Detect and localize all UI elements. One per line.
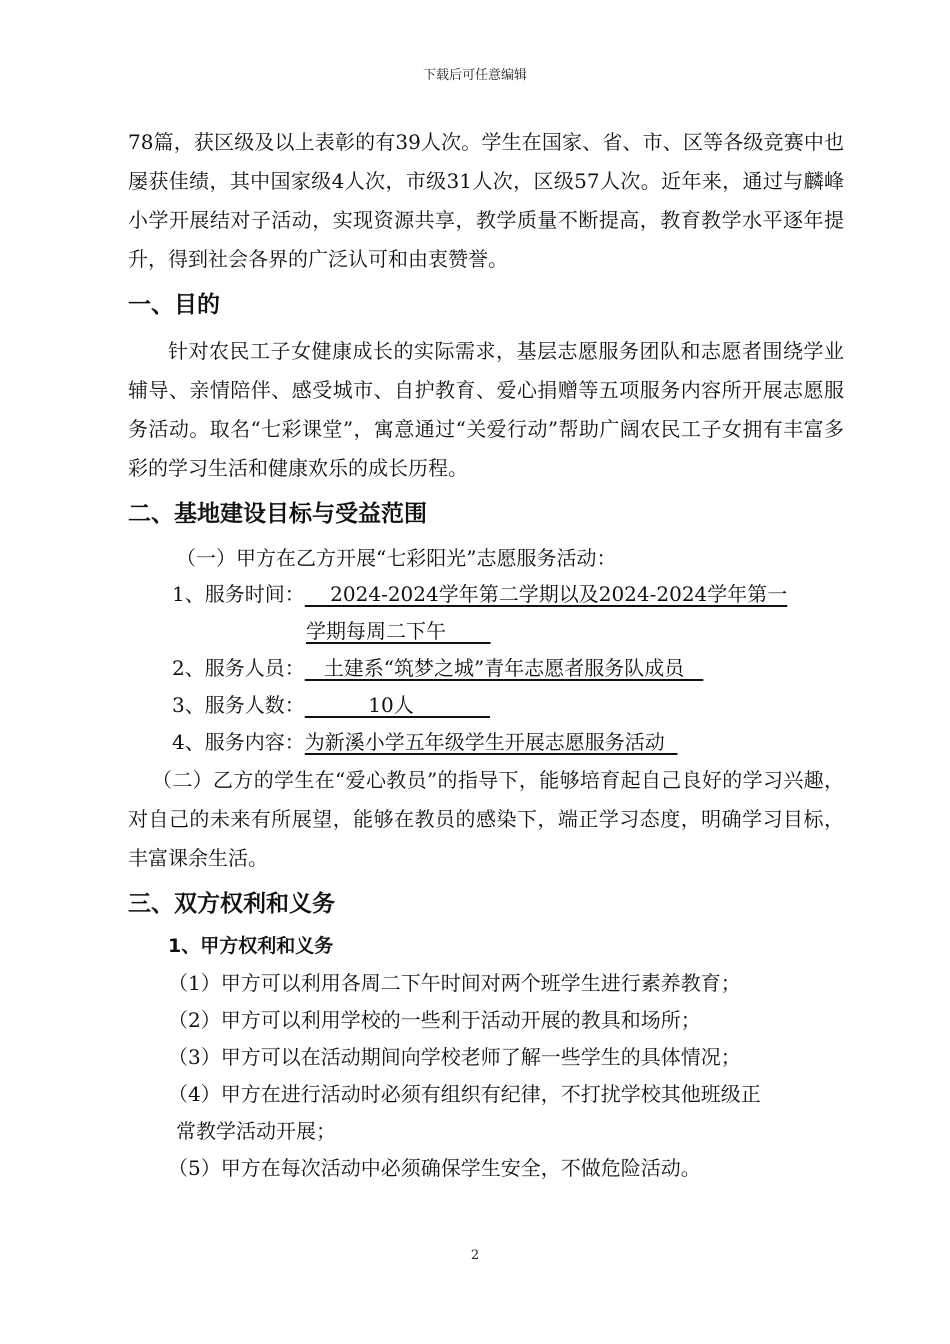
service-content-value: 为新溪小学五年级学生开展志愿服务活动 — [304, 730, 678, 754]
list-item: （2）甲方可以利用学校的一些利于活动开展的教具和场所； — [168, 1008, 701, 1032]
service-time-value-cont: 学期每周二下午 — [306, 619, 491, 643]
service-time-label: 1、服务时间： — [172, 582, 305, 606]
service-time-value-cont-row — [306, 613, 844, 650]
list-item-continuation: 常教学活动开展； — [176, 1119, 336, 1143]
list-item: （5）甲方在每次活动中必须确保学生安全，不做危险活动。 — [168, 1156, 701, 1180]
service-staff-label: 2、服务人员： — [172, 656, 305, 680]
page-header: 下载后可任意编辑 — [422, 68, 527, 83]
service-time-value: 2024-2024学年第二学期以及2024-2024学年第一 — [304, 582, 788, 606]
list-item: （1）甲方可以利用各周二下午时间对两个班学生进行素养教育； — [168, 971, 741, 995]
list-item: （3）甲方可以在活动期间向学校老师了解一些学生的具体情况； — [168, 1045, 741, 1069]
intro-paragraph: 78篇，获区级及以上表彰的有39人次。学生在国家、省、市、区等各级竞赛中也屡获佳绩，其中国家级4人次，市级31人次，区级57人次。近年来，通过与麟峰小学开展结对子活动，实现资源共享，教学质量不断提高，教育教学水平逐年提升，得到社会各界的广泛认可和由衷赞誉。 — [128, 130, 844, 271]
service-staff-row — [172, 650, 844, 687]
section-heading-goals: 二、基地建设目标与受益范围 — [128, 501, 427, 527]
service-count-label: 3、服务人数： — [172, 693, 305, 717]
service-staff-value: 土建系“筑梦之城”青年志愿者服务队成员 — [304, 656, 704, 680]
document-body — [128, 123, 844, 1187]
list-item: （4）甲方在进行活动时必须有组织有纪律，不打扰学校其他班级正 — [168, 1082, 761, 1106]
goals-subheading-2: （二）乙方的学生在“爱心教员”的指导下，能够培育起自己良好的学习兴趣，对自己的未来有所展望，能够在教员的感染下，端正学习态度，明确学习目标，丰富课余生活。 — [128, 768, 844, 870]
purpose-paragraph: 针对农民工子女健康成长的实际需求，基层志愿服务团队和志愿者围绕学业辅导、亲情陪伴、感受城市、自护教育、爱心捐赠等五项服务内容所开展志愿服务活动。取名“七彩课堂”，寓意通过“关爱行动”帮助广阔农民工子女拥有丰富多彩的学习生活和健康欢乐的成长历程。 — [128, 339, 844, 480]
service-count-row — [172, 687, 844, 724]
service-content-row — [172, 724, 844, 761]
service-count-value: 10人 — [304, 693, 491, 717]
service-content-label: 4、服务内容： — [172, 730, 305, 754]
section-heading-rights: 三、双方权利和义务 — [128, 891, 335, 917]
section-heading-purpose: 一、目的 — [128, 292, 220, 318]
party-a-subheading: 1、甲方权利和义务 — [168, 935, 334, 957]
page-number: 2 — [470, 1248, 480, 1263]
goals-subheading-1: （一）甲方在乙方开展“七彩阳光”志愿服务活动： — [176, 546, 617, 570]
service-time-row — [172, 576, 844, 613]
